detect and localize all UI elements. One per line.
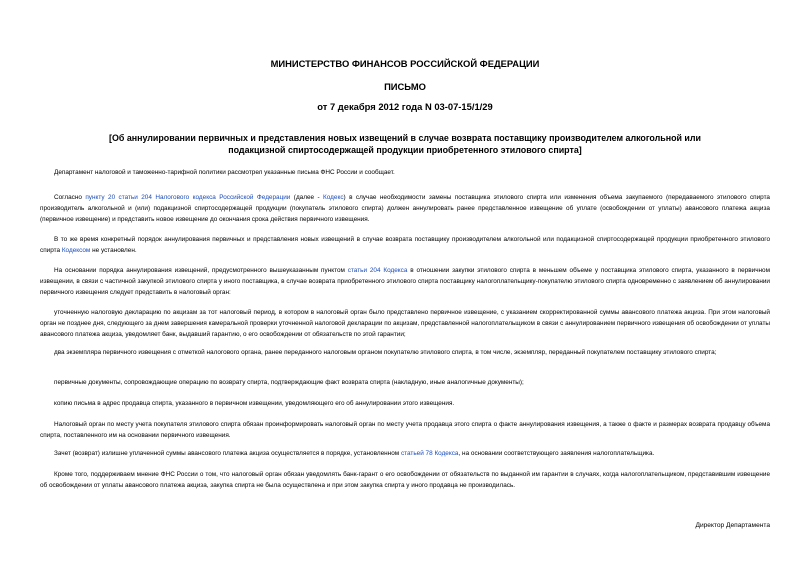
paragraph-9: Налоговый орган по месту учета покупателя этилового спирта обязан проинформировать налоговый орган по месту учета продавца этого спирта о факте аннулирования извещения, а также о факте и размерах возврата продавцу объема спирта, поставленного им на основании первичного извещения. bbox=[40, 421, 770, 439]
document-type: ПИСЬМО bbox=[384, 81, 426, 92]
paragraph-11: Кроме того, поддерживаем мнение ФНС России о том, что налоговый орган обязан уведомлять банк-гарант о его освобождении от обязательств по выданной им гарантии в случаях, когда налогоплательщиком, представившим извещение об освобождении от уплаты авансового платежа акциза, закупка спирта не была осуществлена и при этом закупка спирта у иного продавца не производилась. bbox=[40, 471, 770, 489]
link-kodeksom[interactable]: Кодексом bbox=[61, 246, 91, 254]
link-article-204-p20[interactable]: пункту 20 статьи 204 Налогового кодекса Российской Федерации bbox=[85, 194, 291, 201]
link-kodeks[interactable]: Кодекс bbox=[323, 194, 344, 201]
link-article-204[interactable]: статьи 204 Кодекса bbox=[347, 267, 408, 274]
document-title: [Об аннулировании первичных и представления новых извещений в случае возврата поставщику производителем алкогольной или подакцизной спиртосодержащей продукции приобретенного этилового спирта] bbox=[109, 133, 701, 155]
paragraph-8: копию письма в адрес продавца спирта, указанного в первичном извещении, уведомляющего его об аннулировании этого извещения. bbox=[54, 400, 455, 407]
link-article-78[interactable]: статьей 78 Кодекса bbox=[400, 450, 459, 457]
paragraph-10: Зачет (возврат) излишне уплаченной суммы авансового платежа акциза осуществляется в порядке, установленном статьей 78 Кодекса, на основании соответствующего заявления налогоплательщика. bbox=[54, 450, 655, 457]
paragraph-7: первичные документы, сопровождающие операцию по возврату спирта, подтверждающие факт возврата спирта (накладную, иные аналогичные документы); bbox=[54, 379, 524, 386]
signature: Директор Департамента bbox=[695, 522, 770, 529]
ministry-heading: МИНИСТЕРСТВО ФИНАНСОВ РОССИЙСКОЙ ФЕДЕРАЦИИ bbox=[270, 58, 540, 69]
paragraph-5: уточненную налоговую декларацию по акцизам за тот налоговый период, в котором в налоговый орган было представлено первичное извещение, с указанием скорректированной суммы авансового платежа акциза. При этом налоговый орган не позднее дня, следующего за днем завершения камеральной проверки уточненной налоговой декларации по акцизам, представленной налогоплательщиком в связи с аннулированием первичного извещения об освобождении от уплаты авансового платежа акциза, уведомляет банк, выдавший гарантию, о его освобождении от обязательств по этой гарантии; bbox=[40, 309, 770, 338]
paragraph-1: Департамент налоговой и таможенно-тарифной политики рассмотрел указанные письма ФНС России и сообщает. bbox=[54, 169, 395, 176]
document-date-number: от 7 декабря 2012 года N 03-07-15/1/29 bbox=[317, 101, 493, 112]
paragraph-3: В то же время конкретный порядок аннулирования первичных и представления новых извещений в случае возврата поставщику производителем алкогольной или подакцизной спиртосодержащей продукции приобретенного этилового спирта Кодексом не установлен. bbox=[40, 236, 770, 254]
paragraph-2: Согласно пункту 20 статьи 204 Налогового кодекса Российской Федерации (далее - Кодекс) в случае необходимости замены поставщика этилового спирта или изменения объема закупаемого (передаваемого этилового спирта производитель алкогольной и (или) подакцизной спиртосодержащей продукции (покупатель этилового спирта) должен аннулировать ранее представленное извещение об уплате (освобождении от уплаты) авансового платежа акциза (первичное извещение) и представить новое извещение до окончания срока действия первичного извещения. bbox=[40, 194, 770, 223]
paragraph-4: На основании порядка аннулирования извещений, предусмотренного вышеуказанным пунктом статьи 204 Кодекса в отношении закупки этилового спирта в меньшем объеме у поставщика этилового спирта, указанного в первичном извещении, в связи с частичной закупкой этилового спирта у иного поставщика, в случае возврата приобретенного этилового спирта поставщику налогоплательщику-покупателю этилового спирта одновременно с заявлением об аннулировании первичного извещения следует представить в налоговый орган: bbox=[40, 267, 770, 296]
paragraph-6: два экземпляра первичного извещения с отметкой налогового органа, ранее переданного налоговым органом покупателю этилового спирта, в том числе, экземпляр, переданный покупателем поставщику этилового спирта; bbox=[54, 349, 717, 356]
